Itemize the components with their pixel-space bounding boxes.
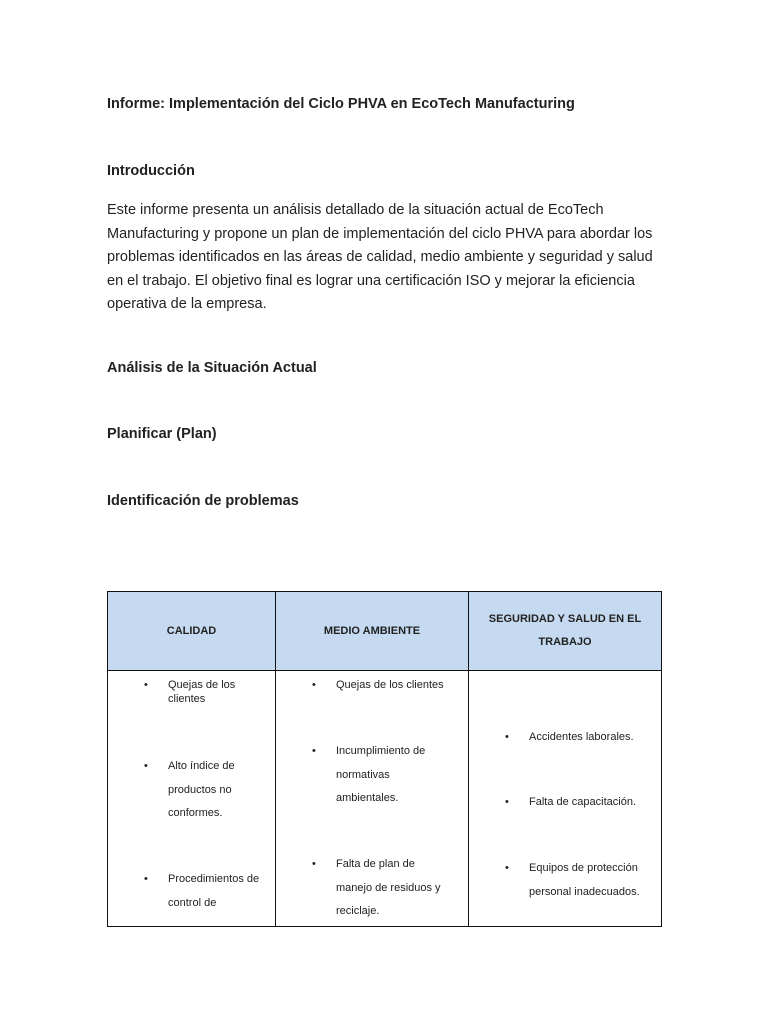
list-item xyxy=(505,857,655,904)
list-item-text: Quejas de los clientes xyxy=(168,679,236,705)
list-item xyxy=(312,853,452,924)
list-item-text: Incumplimiento de normativas ambientales. xyxy=(336,745,426,804)
bullet-icon: • xyxy=(505,796,509,808)
bullet-icon: • xyxy=(312,858,316,870)
list-item-text: Procedimientos de control de xyxy=(168,873,260,909)
list-item xyxy=(144,678,260,706)
list-item-text: Falta de capacitación. xyxy=(529,796,637,808)
analysis-heading: Análisis de la Situación Actual xyxy=(107,360,317,376)
list-item-text: Falta de plan de manejo de residuos y reciclaje. xyxy=(336,858,441,917)
bullet-icon: • xyxy=(505,862,509,874)
problems-heading: Identificación de problemas xyxy=(107,493,299,509)
list-item xyxy=(144,868,260,915)
problems-table xyxy=(107,591,662,927)
bullet-icon: • xyxy=(312,679,316,691)
cell-medio-ambiente xyxy=(276,671,469,927)
list-item xyxy=(144,755,256,826)
list-item-text: Equipos de protección personal inadecuados. xyxy=(529,862,640,898)
plan-heading: Planificar (Plan) xyxy=(107,426,217,442)
header-calidad: CALIDAD xyxy=(108,592,276,671)
bullet-icon: • xyxy=(312,745,316,757)
bullet-icon: • xyxy=(505,731,509,743)
cell-seguridad-salud xyxy=(469,671,662,927)
list-item xyxy=(505,726,655,750)
bullet-icon: • xyxy=(144,679,148,691)
cell-calidad xyxy=(108,671,276,927)
list-item xyxy=(505,791,655,815)
document-title: Informe: Implementación del Ciclo PHVA en EcoTech Manufacturing xyxy=(107,96,575,112)
list-item-text: Quejas de los clientes xyxy=(336,679,444,691)
table-header-row xyxy=(108,592,662,671)
list-item xyxy=(312,678,462,692)
table-row xyxy=(108,671,662,927)
list-item xyxy=(312,740,434,811)
bullet-icon: • xyxy=(144,873,148,885)
introduction-paragraph: Este informe presenta un análisis detallado de la situación actual de EcoTech Manufacturing y propone un plan de implementación del ciclo PHVA para abordar los problemas identificados en las áreas de calidad, medio ambiente y seguridad y salud en el trabajo. El objetivo final es lograr una certificación ISO y mejorar la eficiencia operativa de la empresa. xyxy=(107,202,653,312)
header-medio-ambiente: MEDIO AMBIENTE xyxy=(276,592,469,671)
header-seguridad-salud: SEGURIDAD Y SALUD EN EL TRABAJO xyxy=(469,592,662,671)
bullet-icon: • xyxy=(144,760,148,772)
list-item-text: Accidentes laborales. xyxy=(529,731,634,743)
list-item-text: Alto índice de productos no conformes. xyxy=(168,760,235,819)
introduction-heading: Introducción xyxy=(107,163,195,179)
